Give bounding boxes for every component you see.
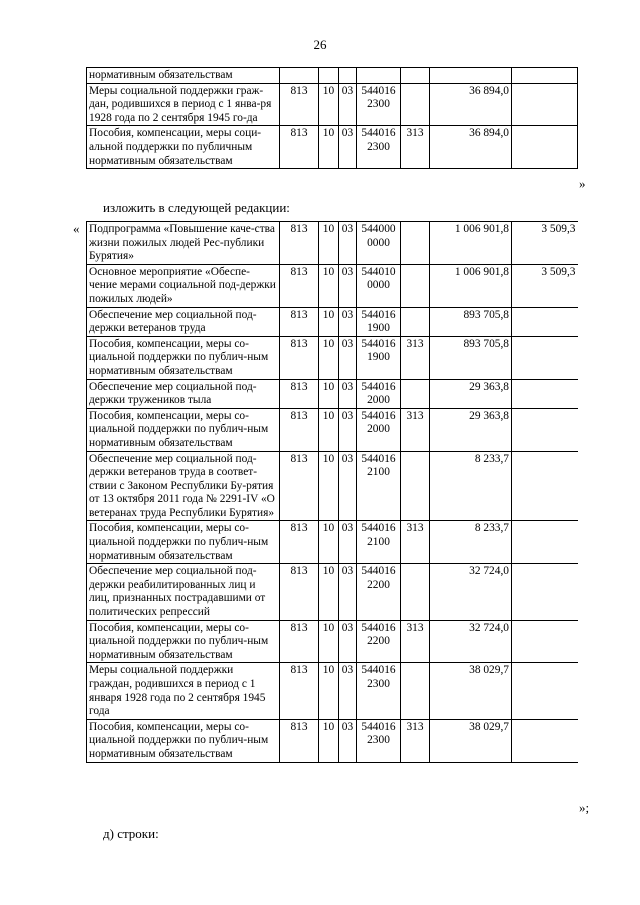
cell-subsection-code: 03 bbox=[339, 719, 357, 762]
cell-name: Обеспечение мер социальной под-держки ветеранов труда в соответ-ствии с Законом Республики Бу-рятия от 13 октября 2011 года № 2291-IV «О ветеранах труда Республики Бурятия» bbox=[87, 451, 280, 521]
cell-subsection-code: 03 bbox=[339, 379, 357, 408]
cell-expense-type-code bbox=[401, 451, 430, 521]
cell-amount: 1 006 901,8 bbox=[430, 222, 512, 265]
cell-target-article-code bbox=[357, 68, 401, 84]
cell-amount-federal: 3 509,3 bbox=[512, 222, 578, 265]
cell-amount-federal bbox=[512, 451, 578, 521]
cell-section-code: 10 bbox=[319, 264, 339, 307]
cell-subsection-code: 03 bbox=[339, 564, 357, 620]
cell-name: Обеспечение мер социальной под-держки тружеников тыла bbox=[87, 379, 280, 408]
intro-text: изложить в следующей редакции: bbox=[103, 200, 290, 215]
cell-amount-federal bbox=[512, 620, 578, 663]
cell-amount: 29 363,8 bbox=[430, 408, 512, 451]
table-row bbox=[87, 719, 578, 762]
opening-quote: « bbox=[73, 221, 80, 236]
cell-amount-federal bbox=[512, 336, 578, 379]
cell-ministry-code bbox=[280, 68, 319, 84]
cell-expense-type-code bbox=[401, 83, 430, 126]
cell-target-article-code: 544016 2100 bbox=[357, 521, 401, 564]
cell-amount-federal bbox=[512, 663, 578, 719]
table-row bbox=[87, 521, 578, 564]
cell-amount-federal bbox=[512, 83, 578, 126]
cell-target-article-code: 544016 2300 bbox=[357, 663, 401, 719]
subitem-text: д) строки: bbox=[103, 826, 159, 841]
cell-ministry-code: 813 bbox=[280, 451, 319, 521]
cell-subsection-code: 03 bbox=[339, 663, 357, 719]
table-row bbox=[87, 222, 578, 265]
cell-amount: 8 233,7 bbox=[430, 521, 512, 564]
table-row bbox=[87, 307, 578, 336]
cell-name: Пособия, компенсации, меры со-циальной поддержки по публич-ным нормативным обязательствам bbox=[87, 719, 280, 762]
cell-section-code: 10 bbox=[319, 663, 339, 719]
cell-expense-type-code bbox=[401, 307, 430, 336]
table-row bbox=[87, 620, 578, 663]
cell-subsection-code: 03 bbox=[339, 336, 357, 379]
cell-section-code: 10 bbox=[319, 307, 339, 336]
budget-table-bottom-body bbox=[87, 222, 578, 763]
cell-ministry-code: 813 bbox=[280, 307, 319, 336]
cell-amount: 32 724,0 bbox=[430, 620, 512, 663]
cell-amount: 1 006 901,8 bbox=[430, 264, 512, 307]
cell-ministry-code: 813 bbox=[280, 83, 319, 126]
cell-ministry-code: 813 bbox=[280, 126, 319, 169]
cell-ministry-code: 813 bbox=[280, 336, 319, 379]
cell-subsection-code: 03 bbox=[339, 307, 357, 336]
cell-ministry-code: 813 bbox=[280, 264, 319, 307]
cell-section-code: 10 bbox=[319, 408, 339, 451]
cell-amount: 893 705,8 bbox=[430, 336, 512, 379]
table-row bbox=[87, 83, 578, 126]
cell-expense-type-code bbox=[401, 379, 430, 408]
cell-subsection-code: 03 bbox=[339, 222, 357, 265]
cell-ministry-code: 813 bbox=[280, 408, 319, 451]
cell-ministry-code: 813 bbox=[280, 222, 319, 265]
cell-expense-type-code: 313 bbox=[401, 521, 430, 564]
table-row bbox=[87, 451, 578, 521]
cell-section-code: 10 bbox=[319, 379, 339, 408]
cell-section-code: 10 bbox=[319, 719, 339, 762]
cell-name: Подпрограмма «Повышение каче-ства жизни пожилых людей Рес-публики Бурятия» bbox=[87, 222, 280, 265]
page-number: 26 bbox=[313, 37, 327, 52]
cell-ministry-code: 813 bbox=[280, 379, 319, 408]
table-row bbox=[87, 408, 578, 451]
cell-amount: 29 363,8 bbox=[430, 379, 512, 408]
cell-section-code: 10 bbox=[319, 564, 339, 620]
cell-target-article-code: 544016 2300 bbox=[357, 126, 401, 169]
table-row bbox=[87, 663, 578, 719]
closing-quote-semicolon: »; bbox=[579, 800, 590, 815]
cell-subsection-code bbox=[339, 68, 357, 84]
cell-amount: 36 894,0 bbox=[430, 126, 512, 169]
cell-target-article-code: 544016 1900 bbox=[357, 307, 401, 336]
cell-expense-type-code bbox=[401, 222, 430, 265]
cell-amount-federal bbox=[512, 68, 578, 84]
cell-expense-type-code: 313 bbox=[401, 126, 430, 169]
cell-expense-type-code bbox=[401, 663, 430, 719]
cell-name: Обеспечение мер социальной под-держки реабилитированных лиц и лиц, признанных пострадавшими от политических репрессий bbox=[87, 564, 280, 620]
cell-name: Пособия, компенсации, меры со-циальной поддержки по публич-ным нормативным обязательствам bbox=[87, 336, 280, 379]
cell-target-article-code: 544016 2300 bbox=[357, 83, 401, 126]
cell-target-article-code: 544016 2200 bbox=[357, 564, 401, 620]
cell-amount bbox=[430, 68, 512, 84]
cell-target-article-code: 544016 2000 bbox=[357, 408, 401, 451]
cell-name: Основное мероприятие «Обеспе-чение мерами социальной под-держки пожилых людей» bbox=[87, 264, 280, 307]
cell-amount-federal bbox=[512, 126, 578, 169]
cell-amount: 38 029,7 bbox=[430, 719, 512, 762]
cell-ministry-code: 813 bbox=[280, 521, 319, 564]
cell-subsection-code: 03 bbox=[339, 451, 357, 521]
cell-amount: 38 029,7 bbox=[430, 663, 512, 719]
cell-amount-federal bbox=[512, 521, 578, 564]
cell-name: Пособия, компенсации, меры соци-альной поддержки по публичным нормативным обязательствам bbox=[87, 126, 280, 169]
cell-expense-type-code bbox=[401, 68, 430, 84]
cell-name: Меры социальной поддержки граждан, родившихся в период с 1 января 1928 года по 2 сентября 1945 года bbox=[87, 663, 280, 719]
cell-expense-type-code: 313 bbox=[401, 336, 430, 379]
cell-section-code: 10 bbox=[319, 126, 339, 169]
cell-target-article-code: 544016 1900 bbox=[357, 336, 401, 379]
cell-amount: 32 724,0 bbox=[430, 564, 512, 620]
cell-subsection-code: 03 bbox=[339, 521, 357, 564]
cell-expense-type-code: 313 bbox=[401, 719, 430, 762]
cell-target-article-code: 544016 2200 bbox=[357, 620, 401, 663]
cell-amount: 893 705,8 bbox=[430, 307, 512, 336]
cell-section-code bbox=[319, 68, 339, 84]
cell-expense-type-code: 313 bbox=[401, 620, 430, 663]
cell-target-article-code: 544016 2100 bbox=[357, 451, 401, 521]
table-row bbox=[87, 564, 578, 620]
cell-name: Пособия, компенсации, меры со-циальной поддержки по публич-ным нормативным обязательствам bbox=[87, 408, 280, 451]
cell-target-article-code: 544016 2300 bbox=[357, 719, 401, 762]
table-row bbox=[87, 264, 578, 307]
table-row bbox=[87, 126, 578, 169]
table-row bbox=[87, 379, 578, 408]
cell-section-code: 10 bbox=[319, 521, 339, 564]
cell-expense-type-code: 313 bbox=[401, 408, 430, 451]
cell-amount-federal bbox=[512, 307, 578, 336]
cell-section-code: 10 bbox=[319, 83, 339, 126]
cell-amount-federal bbox=[512, 408, 578, 451]
cell-amount-federal bbox=[512, 379, 578, 408]
cell-amount-federal bbox=[512, 564, 578, 620]
cell-target-article-code: 544000 0000 bbox=[357, 222, 401, 265]
cell-expense-type-code bbox=[401, 564, 430, 620]
cell-name: Меры социальной поддержки граж-дан, родившихся в период с 1 янва-ря 1928 года по 2 сентября 1945 го-да bbox=[87, 83, 280, 126]
cell-amount: 8 233,7 bbox=[430, 451, 512, 521]
budget-table-top bbox=[86, 67, 578, 169]
table-row bbox=[87, 336, 578, 379]
cell-ministry-code: 813 bbox=[280, 564, 319, 620]
cell-subsection-code: 03 bbox=[339, 620, 357, 663]
cell-name: Пособия, компенсации, меры со-циальной поддержки по публич-ным нормативным обязательствам bbox=[87, 620, 280, 663]
cell-name: нормативным обязательствам bbox=[87, 68, 280, 84]
cell-subsection-code: 03 bbox=[339, 408, 357, 451]
cell-name: Обеспечение мер социальной под-держки ветеранов труда bbox=[87, 307, 280, 336]
cell-ministry-code: 813 bbox=[280, 620, 319, 663]
cell-target-article-code: 544016 2000 bbox=[357, 379, 401, 408]
cell-expense-type-code bbox=[401, 264, 430, 307]
closing-quote: » bbox=[579, 176, 586, 191]
cell-subsection-code: 03 bbox=[339, 83, 357, 126]
cell-subsection-code: 03 bbox=[339, 126, 357, 169]
cell-name: Пособия, компенсации, меры со-циальной поддержки по публич-ным нормативным обязательствам bbox=[87, 521, 280, 564]
budget-table-top-body bbox=[87, 68, 578, 169]
cell-section-code: 10 bbox=[319, 620, 339, 663]
cell-ministry-code: 813 bbox=[280, 719, 319, 762]
cell-subsection-code: 03 bbox=[339, 264, 357, 307]
cell-section-code: 10 bbox=[319, 336, 339, 379]
cell-amount-federal bbox=[512, 719, 578, 762]
table-row bbox=[87, 68, 578, 84]
cell-ministry-code: 813 bbox=[280, 663, 319, 719]
cell-target-article-code: 544010 0000 bbox=[357, 264, 401, 307]
cell-section-code: 10 bbox=[319, 222, 339, 265]
cell-amount: 36 894,0 bbox=[430, 83, 512, 126]
cell-section-code: 10 bbox=[319, 451, 339, 521]
budget-table-bottom bbox=[86, 221, 578, 763]
cell-amount-federal: 3 509,3 bbox=[512, 264, 578, 307]
